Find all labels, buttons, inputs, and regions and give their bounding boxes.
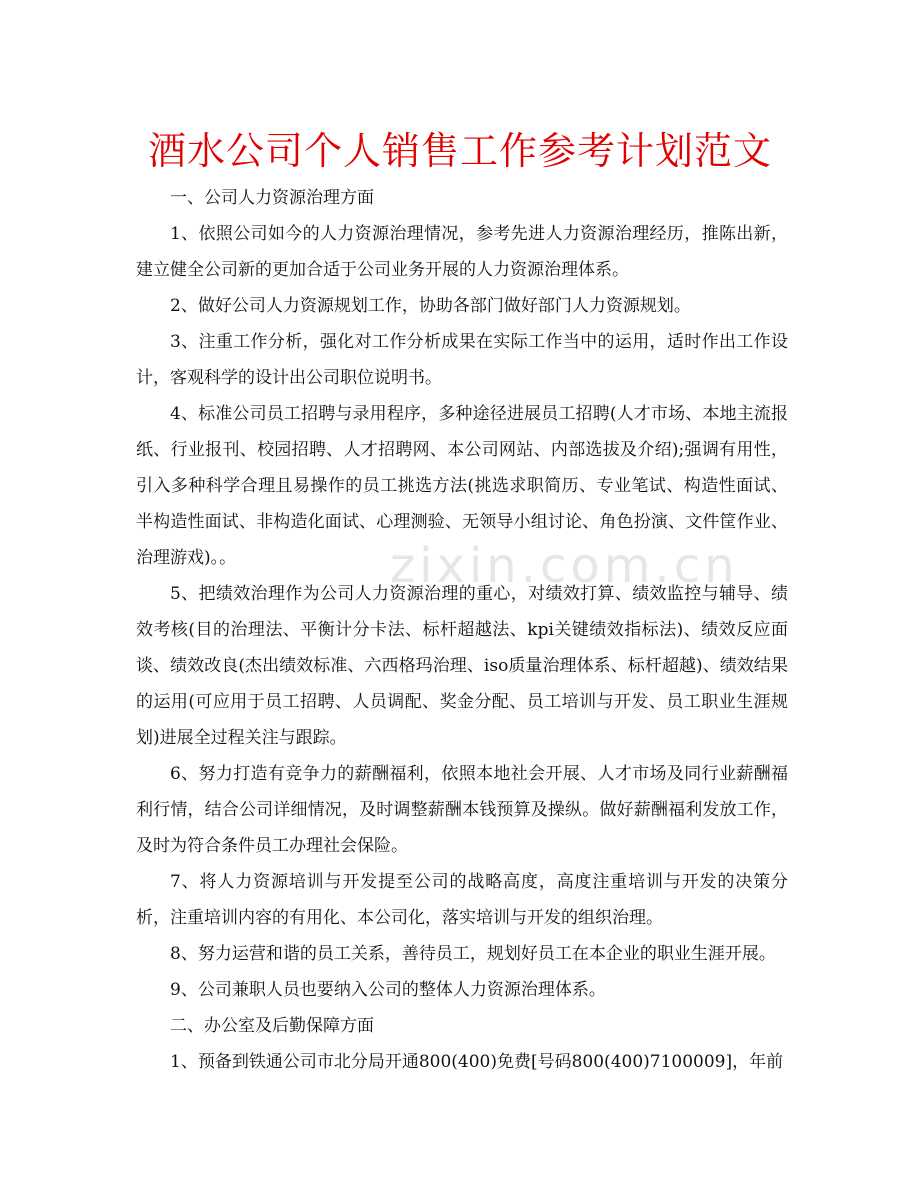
watermark: zixin.com.cn (390, 538, 739, 594)
paragraph-9: 9、公司兼职人员也要纳入公司的整体人力资源治理体系。 (170, 980, 606, 1000)
section-heading-office: 二、办公室及后勤保障方面 (170, 1016, 374, 1036)
section-heading-hr: 一、公司人力资源治理方面 (170, 188, 374, 208)
paragraph-2: 2、做好公司人力资源规划工作，协助各部门做好部门人力资源规划。 (170, 296, 691, 316)
document-title: 酒水公司个人销售工作参考计划范文 (147, 129, 772, 173)
paragraph-8: 8、努力运营和谐的员工关系，善待员工，规划好员工在本企业的职业生涯开展。 (170, 944, 776, 964)
paragraph-4: 4、标准公司员工招聘与录用程序，多种途径进展员工招聘(人才市场、本地主流报纸、行业报刊、校园招聘、人才招聘网、本公司网站、内部选拔及介绍);强调有用性，引入多种科学合理且易操作的员工挑选方法(挑选求职简历、专业笔试、构造性面试、半构造性面试、非构造化面试、心理测验、无领导小组讨论、角色扮演、文件筐作业、治理游戏)。。 (136, 404, 788, 568)
paragraph-7: 7、将人力资源培训与开发提至公司的战略高度，高度注重培训与开发的决策分析，注重培训内容的有用化、本公司化，落实培训与开发的组织治理。 (136, 872, 788, 928)
paragraph-1: 1、依照公司如今的人力资源治理情况，参考先进人力资源治理经历，推陈出新，建立健全公司新的更加合适于公司业务开展的人力资源治理体系。 (136, 224, 788, 280)
paragraph-6: 6、努力打造有竞争力的薪酬福利，依照本地社会开展、人才市场及同行业薪酬福利行情，结合公司详细情况，及时调整薪酬本钱预算及操纵。做好薪酬福利发放工作，及时为符合条件员工办理社会保险。 (136, 764, 788, 856)
paragraph-3: 3、注重工作分析，强化对工作分析成果在实际工作当中的运用，适时作出工作设计，客观科学的设计出公司职位说明书。 (136, 332, 788, 388)
paragraph-office-1: 1、预备到铁通公司市北分局开通800(400)免费[号码800(400)7100009]，年前 (170, 1052, 784, 1072)
paragraph-5: 5、把绩效治理作为公司人力资源治理的重心，对绩效打算、绩效监控与辅导、绩效考核(目的治理法、平衡计分卡法、标杆超越法、kpi关键绩效指标法)、绩效反应面谈、绩效改良(杰出绩效标准、六西格玛治理、iso质量治理体系、标杆超越)、绩效结果的运用(可应用于员工招聘、人员调配、奖金分配、员工培训与开发、员工职业生涯规划)进展全过程关注与跟踪。 (136, 584, 788, 748)
document-body (136, 180, 788, 1080)
